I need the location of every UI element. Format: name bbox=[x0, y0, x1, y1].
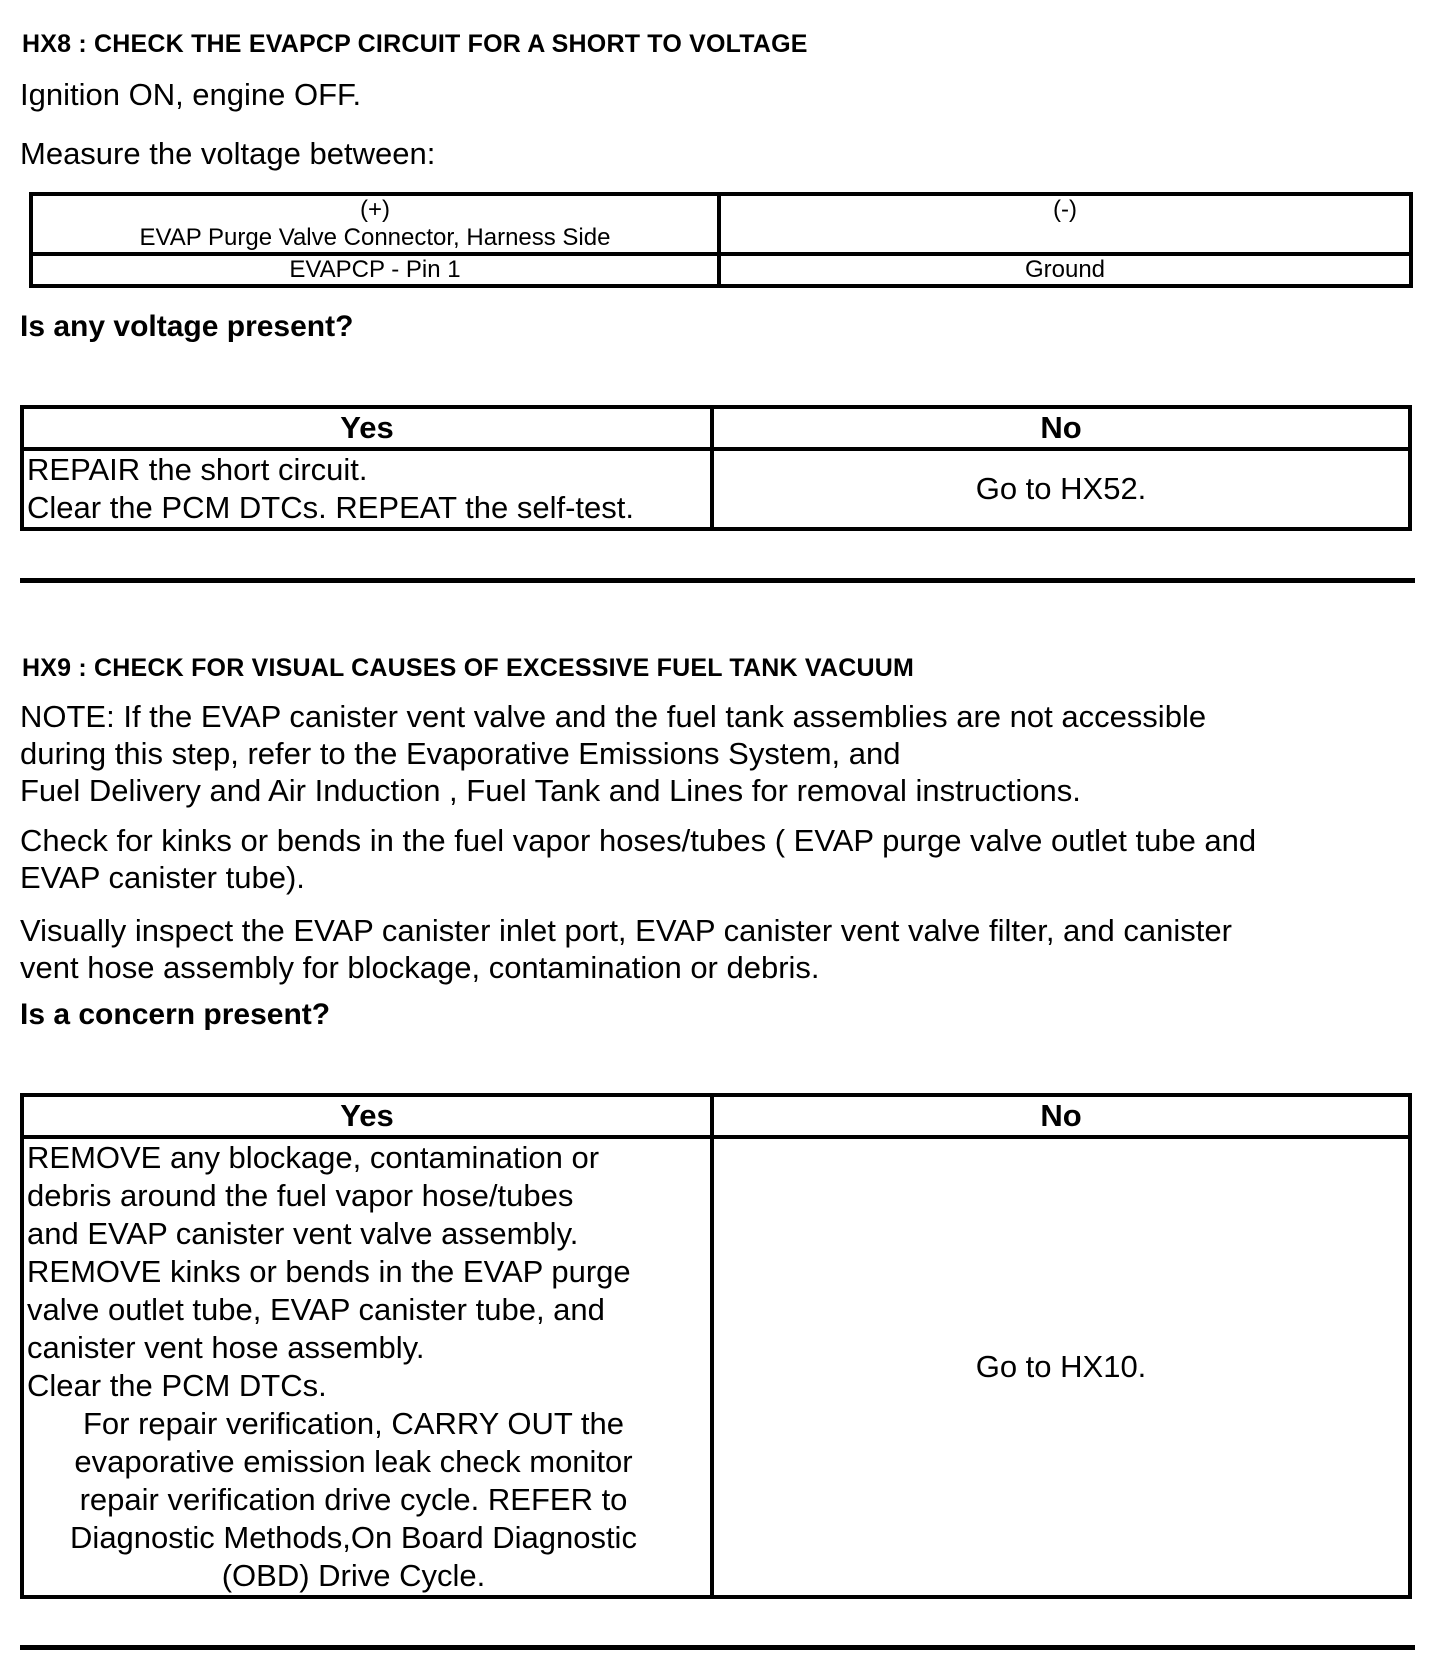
hx8-yes-line: REPAIR the short circuit. bbox=[27, 452, 368, 487]
hx9-yes-line: REMOVE kinks or bends in the EVAP purge bbox=[27, 1254, 631, 1289]
hx8-measure-table bbox=[29, 192, 1413, 288]
hx8-result-header-row bbox=[22, 407, 1410, 449]
hx9-yes-indented-line: For repair verification, CARRY OUT the bbox=[83, 1406, 624, 1441]
hx9-yes-line: and EVAP canister vent valve assembly. bbox=[27, 1216, 579, 1251]
hx9-yes-indented-line: Diagnostic Methods,On Board Diagnostic bbox=[70, 1520, 637, 1555]
hx9-note bbox=[20, 698, 1206, 809]
measure-negative-header bbox=[719, 194, 1411, 254]
hx9-note-line: during this step, refer to the Evaporative Emissions System, and bbox=[20, 736, 901, 771]
hx9-check-line: Check for kinks or bends in the fuel vapor hoses/tubes ( EVAP purge valve outlet tube and bbox=[20, 823, 1257, 858]
hx8-yes-action bbox=[22, 449, 712, 529]
hx9-inspect-line: vent hose assembly for blockage, contamination or debris. bbox=[20, 950, 820, 985]
hx9-yes-line: canister vent hose assembly. bbox=[27, 1330, 425, 1365]
hx8-no-header: No bbox=[712, 407, 1410, 449]
hx8-no-action: Go to HX52. bbox=[712, 449, 1410, 529]
hx9-note-line: NOTE: If the EVAP canister vent valve and the fuel tank assemblies are not accessible bbox=[20, 699, 1207, 734]
hx9-yes-action bbox=[22, 1137, 712, 1597]
hx9-note-line: Fuel Delivery and Air Induction , Fuel Tank and Lines for removal instructions. bbox=[20, 773, 1081, 808]
hx8-yes-line: Clear the PCM DTCs. REPEAT the self-test. bbox=[27, 490, 634, 525]
hx9-check-instruction bbox=[20, 822, 1256, 896]
positive-pin-value: EVAPCP - Pin 1 bbox=[31, 254, 719, 286]
hx9-inspect-line: Visually inspect the EVAP canister inlet port, EVAP canister vent valve filter, and canister bbox=[20, 913, 1232, 948]
hx8-question: Is any voltage present? bbox=[20, 310, 354, 343]
hx8-yes-header: Yes bbox=[22, 407, 712, 449]
measure-header-row bbox=[31, 194, 1411, 254]
hx9-result-table bbox=[20, 1093, 1412, 1599]
hx8-result-table bbox=[20, 405, 1412, 531]
hx9-question: Is a concern present? bbox=[20, 998, 331, 1031]
hx9-result-header-row bbox=[22, 1095, 1410, 1137]
negative-ground-value: Ground bbox=[719, 254, 1411, 286]
section-divider bbox=[20, 1645, 1415, 1650]
positive-symbol: (+) bbox=[360, 196, 390, 223]
hx9-yes-indented-line: repair verification drive cycle. REFER to bbox=[79, 1482, 628, 1517]
hx9-yes-line: debris around the fuel vapor hose/tubes bbox=[27, 1178, 574, 1213]
section-divider bbox=[20, 578, 1415, 583]
hx9-step-title: HX9 : CHECK FOR VISUAL CAUSES OF EXCESSIVE FUEL TANK VACUUM bbox=[22, 654, 914, 682]
hx8-result-row bbox=[22, 449, 1410, 529]
hx9-yes-indented-line: evaporative emission leak check monitor bbox=[74, 1444, 633, 1479]
hx9-yes-line: REMOVE any blockage, contamination or bbox=[27, 1140, 600, 1175]
hx8-measure-text: Measure the voltage between: bbox=[20, 136, 436, 171]
hx9-result-row bbox=[22, 1137, 1410, 1597]
hx9-yes-header: Yes bbox=[22, 1095, 712, 1137]
positive-connector-label: EVAP Purge Valve Connector, Harness Side bbox=[139, 224, 611, 251]
hx9-inspect-instruction bbox=[20, 912, 1232, 986]
hx9-yes-line: valve outlet tube, EVAP canister tube, and bbox=[27, 1292, 605, 1327]
hx8-ignition-text: Ignition ON, engine OFF. bbox=[20, 77, 362, 112]
hx9-no-header: No bbox=[712, 1095, 1410, 1137]
hx8-step-title: HX8 : CHECK THE EVAPCP CIRCUIT FOR A SHORT TO VOLTAGE bbox=[22, 30, 808, 58]
hx9-yes-indented-line: (OBD) Drive Cycle. bbox=[221, 1558, 486, 1593]
negative-symbol: (-) bbox=[1053, 196, 1077, 223]
hx9-yes-line: Clear the PCM DTCs. bbox=[27, 1368, 327, 1403]
measure-positive-header bbox=[31, 194, 719, 254]
measure-value-row bbox=[31, 254, 1411, 286]
hx9-check-line: EVAP canister tube). bbox=[20, 860, 305, 895]
hx9-no-action: Go to HX10. bbox=[712, 1137, 1410, 1597]
